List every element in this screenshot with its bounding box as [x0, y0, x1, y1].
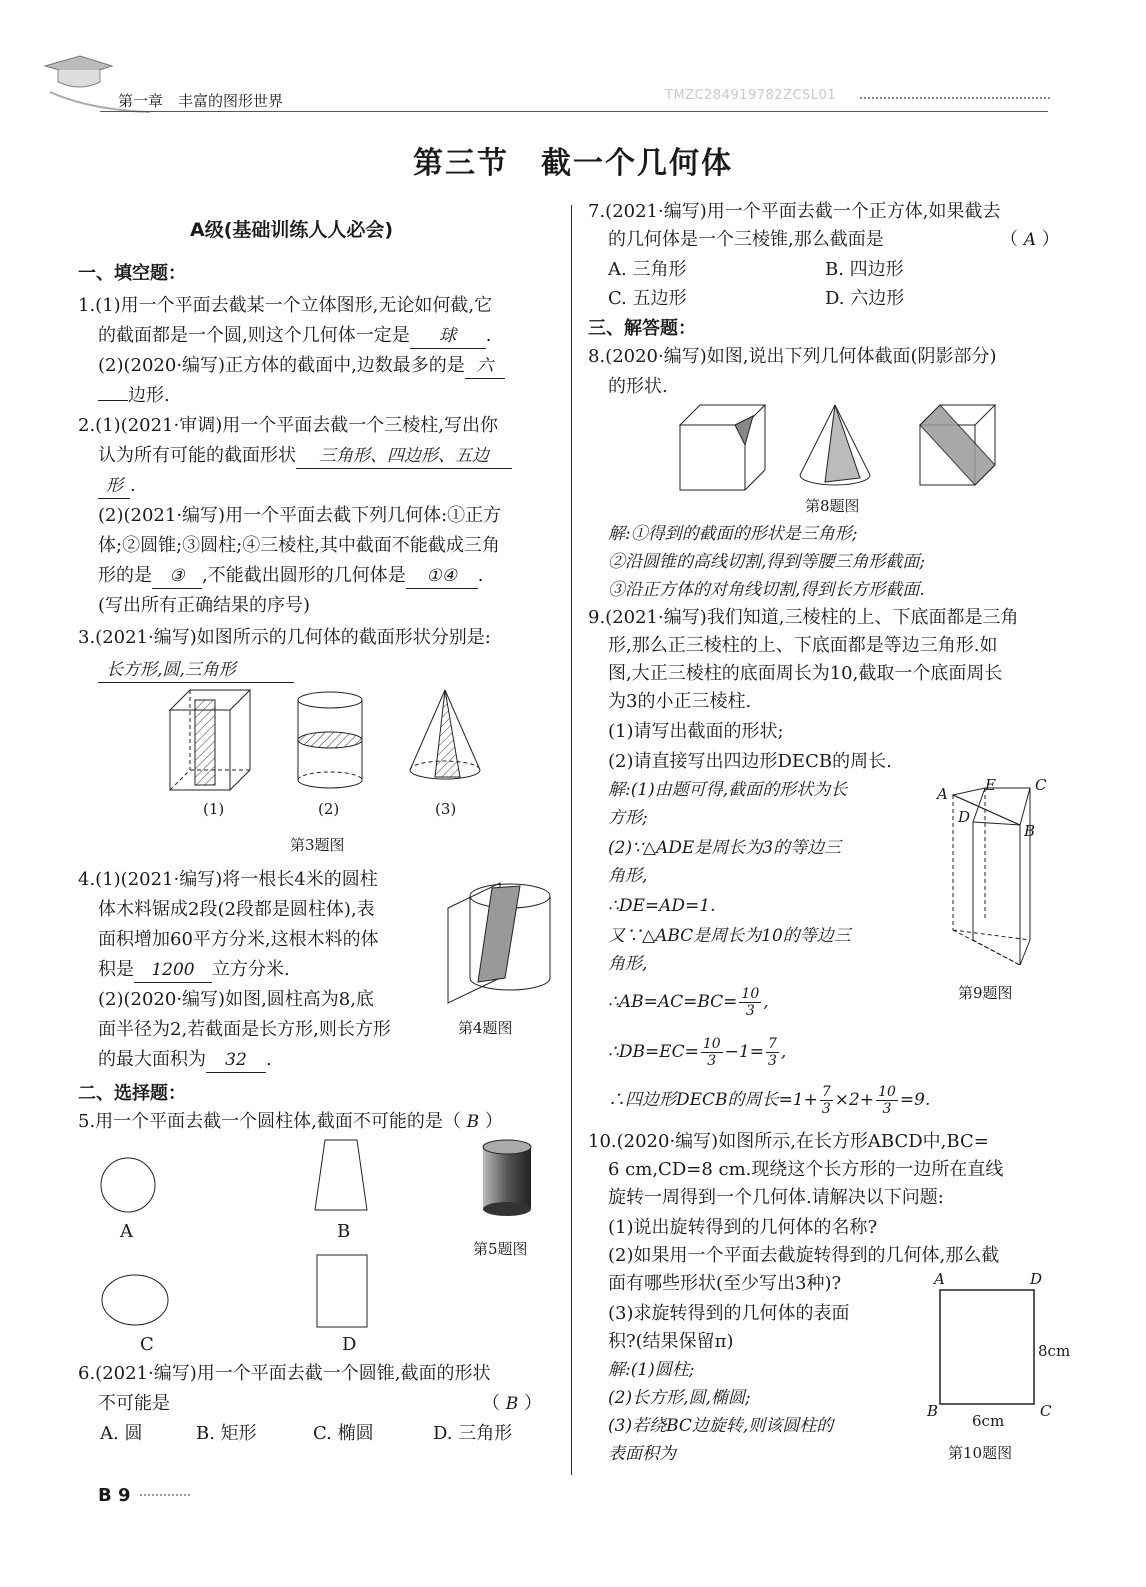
q7-option-a: A. 三角形 [608, 259, 687, 280]
q8-line2: 的形状. [608, 376, 668, 397]
q10-point-b: B [927, 1402, 939, 1420]
q6-option-d: D. 三角形 [433, 1423, 513, 1444]
q9-solution-8: ∴AB=AC=BC= $\frac{10}{3}$ , [608, 986, 769, 1019]
header-rule [100, 111, 1048, 112]
q4-line1: 4.(1)(2021·编写)将一根长4米的圆柱 [78, 869, 378, 890]
q6-option-c: C. 椭圆 [313, 1423, 374, 1444]
q1-answer2: 六 [465, 354, 505, 379]
q3-label-2: (2) [318, 800, 340, 818]
q8-caption: 第8题图 [805, 497, 860, 515]
q3-cone-shape [410, 690, 480, 779]
q8-cube2-shape [920, 405, 995, 485]
q9-line6: (2)请直接写出四边形DECB的周长. [608, 751, 892, 772]
q10-solution-2: (2)长方形,圆,椭圆; [608, 1388, 751, 1408]
q2-line3: 形 . [98, 474, 136, 499]
q10-line8: 积?(结果保留π) [608, 1331, 734, 1352]
q10-dim-bottom: 6cm [972, 1412, 1005, 1430]
q2-answer1: 三角形、四边形、五边 [296, 444, 512, 469]
q3-caption: 第3题图 [290, 836, 345, 854]
q10-solution-3: (3)若绕BC边旋转,则该圆柱的 [608, 1416, 834, 1436]
q1-line2: 的截面都是一个圆,则这个几何体一定是 球 . [98, 324, 491, 349]
q9-solution-5: ∴DE=AD=1. [608, 896, 716, 916]
q4-line5: (2)(2020·编写)如图,圆柱高为8,底 [98, 989, 374, 1010]
column-divider [571, 205, 572, 1475]
q7-option-d: D. 六边形 [825, 288, 905, 309]
q3-answer: 长方形,圆,三角形 [98, 658, 294, 683]
q8-solution-2: ②沿圆锥的高线切割,得到等腰三角形截面; [608, 552, 926, 572]
q4-line7: 的最大面积为 32 . [98, 1048, 272, 1073]
q5-cylinder-shape [483, 1140, 531, 1216]
q6-answer: B [505, 1394, 519, 1414]
q4-caption: 第4题图 [458, 1019, 513, 1037]
q4-line4: 积是 1200 立方分米. [98, 958, 290, 983]
q5-option-a-shape [101, 1158, 155, 1212]
chapter-header: 第一章 丰富的图形世界 [118, 92, 284, 110]
q10-line6: 面有哪些形状(至少写出3种)? [608, 1273, 842, 1294]
document-code: TMZC284919782ZCSL01 [665, 88, 837, 103]
q4-figure [440, 878, 560, 1008]
q7-line1: 7.(2021·编写)用一个平面去截一个正方体,如果截去 [588, 201, 1001, 222]
q9-solution-7: 角形, [608, 954, 648, 974]
q9-line2: 形,那么正三棱柱的上、下底面都是等边三角形.如 [608, 635, 998, 656]
q10-line3: 旋转一周得到一个几何体.请解决以下问题: [608, 1187, 944, 1208]
q6-option-b: B. 矩形 [196, 1423, 257, 1444]
q9-point-e: E [985, 776, 996, 794]
section-answer: 三、解答题： [588, 318, 696, 339]
q8-line1: 8.(2020·编写)如图,说出下列几何体截面(阴影部分) [588, 346, 997, 367]
q3-label-1: (1) [203, 800, 225, 818]
q6-line2: 不可能是 [98, 1393, 170, 1414]
q9-point-d: D [958, 808, 971, 826]
q4-line2: 体木料锯成2段(2段都是圆柱体),表 [98, 899, 375, 920]
q10-solution-4: 表面积为 [608, 1444, 676, 1464]
q10-line4: (1)说出旋转得到的几何体的名称? [608, 1217, 878, 1238]
q1-answer1: 球 [410, 324, 486, 349]
q7-answer-bracket: （ A ） [1000, 229, 1060, 250]
q9-solution-1: 解:(1)由题可得,截面的形状为长 [608, 780, 848, 800]
q4-line3: 面积增加60平方分米,这根木料的体 [98, 929, 379, 950]
q9-solution-4: 角形, [608, 866, 648, 886]
q5-line1: 5.用一个平面去截一个圆柱体,截面不可能的是（ B ） [78, 1111, 503, 1132]
q5-label-d: D [342, 1334, 357, 1355]
q4-answer1: 1200 [134, 958, 212, 983]
q8-solution-3: ③沿正方体的对角线切割,得到长方形截面. [608, 580, 925, 600]
q9-point-a: A [937, 785, 948, 803]
q8-cone-shape [800, 405, 870, 485]
q2-line7: (写出所有正确结果的序号) [98, 595, 311, 616]
q10-line1: 10.(2020·编写)如图所示,在长方形ABCD中,BC= [588, 1131, 989, 1152]
q2-line4: (2)(2021·编写)用一个平面去截下列几何体:①正方 [98, 505, 502, 526]
q7-line2: 的几何体是一个三棱锥,那么截面是 [608, 229, 884, 250]
q3-prism-shape [170, 690, 250, 790]
section-choice: 二、选择题： [78, 1083, 186, 1104]
q5-label-a: A [120, 1221, 133, 1242]
q9-caption: 第9题图 [958, 984, 1013, 1002]
q2-answer3: ①④ [406, 564, 478, 589]
q3-answer-line [98, 658, 294, 683]
q3-cylinder-shape [298, 692, 362, 788]
q5-option-b-shape [315, 1140, 367, 1210]
q9-solution-3: (2)∵△ADE是周长为3的等边三 [608, 838, 842, 858]
q5-label-c: C [140, 1334, 154, 1355]
q9-point-b: B [1024, 822, 1036, 840]
level-heading: A级(基础训练人人必会) [190, 219, 394, 241]
q3-figure [160, 685, 500, 795]
q2-line5: 体;②圆锥;③圆柱;④三棱柱,其中截面不能截成三角 [98, 535, 500, 556]
footer-dots [140, 1494, 190, 1496]
q3-label-3: (3) [435, 800, 457, 818]
q10-point-a: A [934, 1270, 945, 1288]
q10-line7: (3)求旋转得到的几何体的表面 [608, 1303, 850, 1324]
q1-line4: 边形. [98, 384, 170, 408]
section-fill: 一、填空题： [78, 263, 186, 284]
q10-line5: (2)如果用一个平面去截旋转得到的几何体,那么截 [608, 1245, 1000, 1266]
q2-line2: 认为所有可能的截面形状 三角形、四边形、五边 [98, 444, 512, 469]
q10-line2: 6 cm,CD=8 cm.现绕这个长方形的一边所在直线 [608, 1159, 1004, 1180]
q6-line1: 6.(2021·编写)用一个平面去截一个圆锥,截面的形状 [78, 1363, 491, 1384]
q5-option-c-shape [102, 1275, 168, 1325]
q6-option-a: A. 圆 [100, 1423, 143, 1444]
q10-point-d: D [1030, 1270, 1043, 1288]
q1-line3: (2)(2020·编写)正方体的截面中,边数最多的是 六 [98, 354, 505, 379]
q1-line1: 1.(1)用一个平面去截某一个立体图形,无论如何截,它 [78, 295, 493, 316]
q9-solution-9: ∴DB=EC= $\frac{10}{3}$ −1= $\frac{7}{3}$ , [608, 1036, 787, 1069]
q7-option-c: C. 五边形 [608, 288, 687, 309]
q9-point-c: C [1035, 776, 1047, 794]
q9-solution-10: ∴四边形DECB的周长=1+ $\frac{7}{3}$ ×2+ $\frac{10}{3}$ =9. [608, 1084, 931, 1117]
q5-caption: 第5题图 [473, 1240, 528, 1258]
header-dots [860, 97, 1050, 99]
page-title: 第三节 截一个几何体 [413, 146, 733, 181]
q2-answer2: ③ [152, 564, 202, 589]
q2-line6: 形的是 ③ ,不能截出圆形的几何体是 ①④ . [98, 564, 483, 589]
q8-solution-1: 解:①得到的截面的形状是三角形; [608, 524, 858, 544]
q10-solution-1: 解:(1)圆柱; [608, 1360, 695, 1380]
q7-answer: A [1023, 230, 1037, 250]
q10-dim-side: 8cm [1038, 1342, 1071, 1360]
q5-answer: B [466, 1112, 480, 1132]
q3-line1: 3.(2021·编写)如图所示的几何体的截面形状分别是: [78, 627, 491, 648]
q10-rectangle [938, 1288, 1038, 1408]
q6-answer-bracket: （ B ） [482, 1393, 542, 1414]
q2-line1: 2.(1)(2021·审调)用一个平面去截一个三棱柱,写出你 [78, 415, 498, 436]
q9-line5: (1)请写出截面的形状; [608, 721, 784, 742]
q9-line3: 图,大正三棱柱的底面周长为10,截取一个底面周长 [608, 663, 1003, 684]
page-number: B 9 [98, 1485, 131, 1506]
q9-line1: 9.(2021·编写)我们知道,三棱柱的上、下底面都是三角 [588, 607, 1019, 628]
q10-caption: 第10题图 [948, 1444, 1013, 1462]
header-cap-icon [40, 52, 110, 102]
q9-solution-2: 方形; [608, 808, 648, 828]
q9-line4: 为3的小正三棱柱. [608, 691, 752, 712]
q4-answer2: 32 [206, 1048, 266, 1073]
q5-label-b: B [337, 1221, 351, 1242]
q8-cube1-shape [680, 405, 765, 490]
q5-option-d-shape [317, 1255, 367, 1327]
q7-option-b: B. 四边形 [825, 259, 904, 280]
q8-figure [675, 400, 1005, 495]
q4-line6: 面半径为2,若截面是长方形,则长方形 [98, 1019, 391, 1040]
q9-solution-6: 又∵△ABC是周长为10的等边三 [608, 926, 851, 946]
q10-point-c: C [1040, 1402, 1052, 1420]
